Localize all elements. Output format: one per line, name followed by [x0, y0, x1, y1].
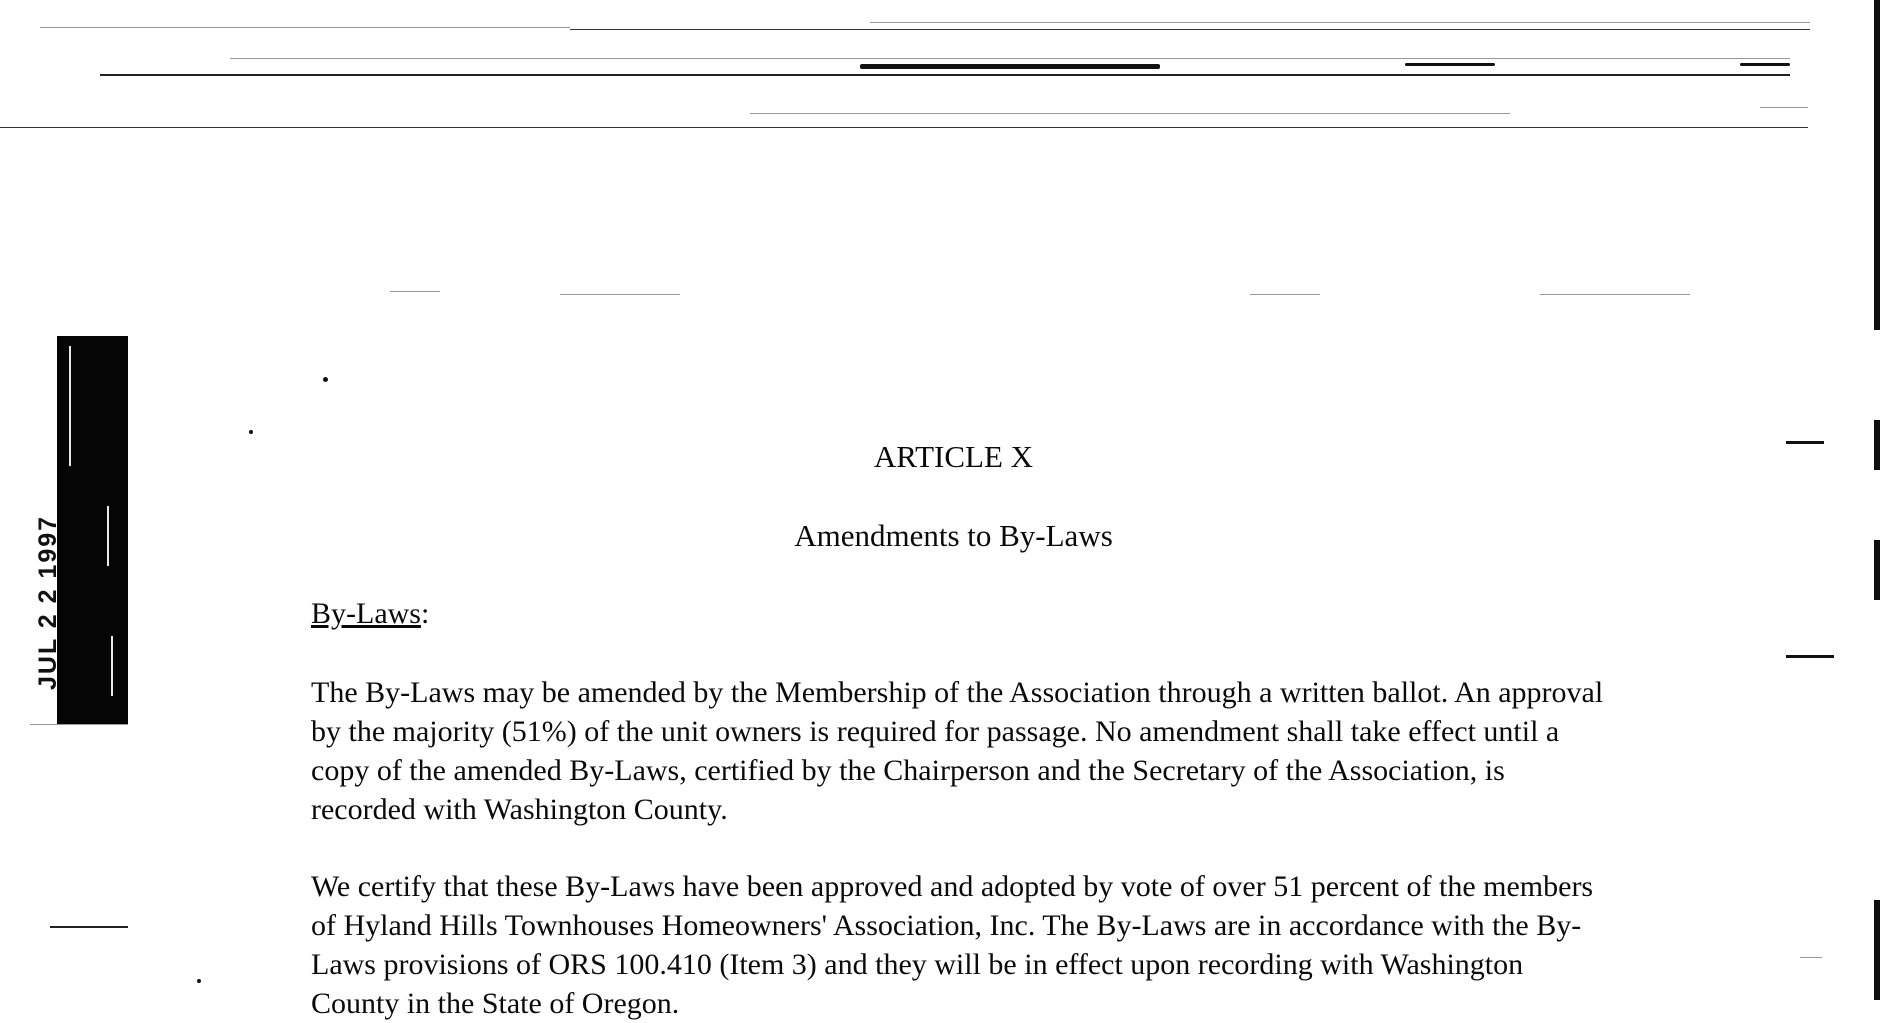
scan-line	[100, 74, 1790, 76]
section-heading	[311, 597, 429, 631]
speck	[323, 377, 328, 382]
scan-smudge	[1405, 63, 1495, 66]
scan-line	[230, 58, 1790, 59]
scan-line	[1760, 107, 1808, 108]
article-title: ARTICLE X	[873, 439, 1034, 474]
scan-line	[570, 29, 1810, 30]
scan-line	[0, 127, 1808, 128]
scan-scratch	[107, 506, 109, 566]
paragraph-certification: We certify that these By-Laws have been approved and adopted by vote of over 51 percent of the members of Hyland Hills Townhouses Homeowners' Association, Inc. The By-Laws are in accordance with the By-Laws provisions of ORS 100.410 (Item 3) and they will be in effect upon recording with Washington County in the State of Oregon.	[311, 870, 1594, 1020]
scan-line	[750, 113, 1510, 114]
received-date-stamp: JUL 2 2 1997	[34, 514, 62, 690]
scan-line	[1250, 294, 1320, 295]
scan-line	[30, 724, 128, 725]
scan-line	[1540, 294, 1690, 295]
page-edge-gap	[1871, 600, 1883, 900]
scan-line	[40, 27, 570, 28]
page-edge-gap	[1871, 330, 1883, 420]
margin-dash	[1786, 441, 1824, 444]
speck	[197, 979, 201, 983]
speck	[249, 430, 253, 434]
scan-line	[870, 22, 1810, 23]
scan-smudge	[1740, 63, 1790, 66]
paragraph-amendment-procedure: The By-Laws may be amended by the Membership of the Association through a written ballot. An approval by the majority (51%) of the unit owners is required for passage. No amendment shall take effect until a copy of the amended By-Laws, certified by the Chairperson and the Secretary of the Association, is recorded with Washington County.	[311, 676, 1604, 826]
scan-scratch	[111, 636, 113, 696]
scan-scratch	[69, 346, 71, 466]
stamp-blackout	[57, 336, 128, 725]
section-heading-colon: :	[420, 597, 430, 630]
scan-line	[560, 294, 680, 295]
page-edge-gap	[1871, 470, 1883, 540]
section-heading-text: By-Laws	[311, 597, 421, 630]
margin-dash	[1800, 957, 1822, 958]
margin-dash	[50, 926, 128, 928]
article-subtitle: Amendments to By-Laws	[794, 518, 1113, 553]
scan-smudge	[860, 64, 1160, 69]
scan-line	[390, 291, 440, 292]
margin-dash	[1786, 655, 1834, 658]
